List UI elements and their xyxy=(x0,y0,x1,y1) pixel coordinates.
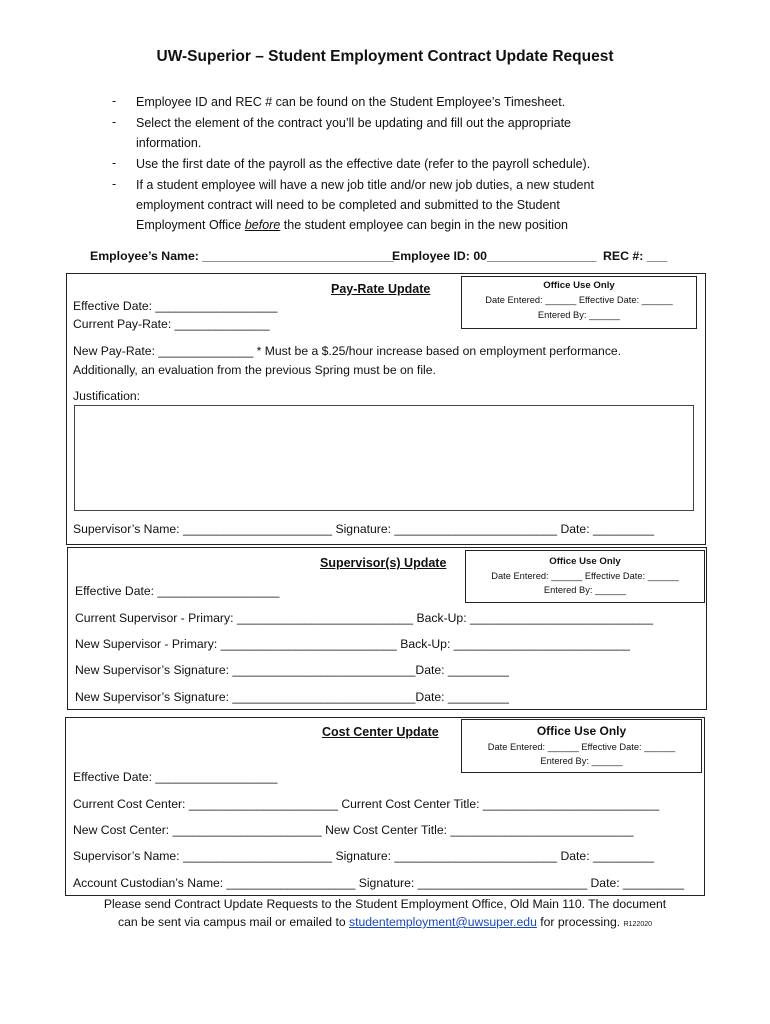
employee-name-field[interactable]: Employee’s Name: ____________________________ xyxy=(90,249,394,263)
office-use-box xyxy=(465,550,705,603)
new-supervisor-signature-field[interactable]: New Supervisor’s Signature: ___________________________Date: _________ xyxy=(75,690,509,704)
instruction-new-job-cont: employment contract will need to be completed and submitted to the Student xyxy=(136,198,560,212)
new-supervisor-signature-field[interactable]: New Supervisor’s Signature: ___________________________Date: _________ xyxy=(75,663,509,677)
footer-instructions: Please send Contract Update Requests to the Student Employment Office, Old Main 110. The document xyxy=(103,897,667,911)
evaluation-note: Additionally, an evaluation from the previous Spring must be on file. xyxy=(73,363,436,377)
office-use-dates: Date Entered: ______ Effective Date: ______ xyxy=(487,742,676,752)
new-cost-center-field[interactable]: New Cost Center: ______________________ New Cost Center Title: ___________________________ xyxy=(73,823,634,837)
supervisor-effective-date-field[interactable]: Effective Date: __________________ xyxy=(75,584,280,598)
office-use-entered-by: Entered By: ______ xyxy=(543,585,627,595)
bullet-dash: - xyxy=(112,94,117,108)
instruction-new-job: If a student employee will have a new job title and/or new job duties, a new student xyxy=(136,178,594,192)
justification-textarea[interactable] xyxy=(74,405,694,511)
office-use-dates: Date Entered: ______ Effective Date: ______ xyxy=(491,571,679,581)
office-use-box xyxy=(461,276,697,329)
email-link[interactable]: studentemployment@uwsuper.edu xyxy=(349,915,537,929)
pay-rate-supervisor-signature-line[interactable]: Supervisor’s Name: ______________________ Signature: ________________________ Date: _________ xyxy=(73,522,654,536)
new-supervisor-field[interactable]: New Supervisor - Primary: __________________________ Back-Up: __________________________ xyxy=(75,637,630,651)
emphasis-before: before xyxy=(244,218,281,232)
employee-id-field[interactable]: Employee ID: 00________________ xyxy=(392,249,597,263)
office-use-title: Office Use Only xyxy=(536,724,627,738)
current-cost-center-field[interactable]: Current Cost Center: ______________________ Current Cost Center Title: __________________________ xyxy=(73,797,660,811)
supervisor-update-title: Supervisor(s) Update xyxy=(320,556,447,570)
current-supervisor-field[interactable]: Current Supervisor - Primary: __________________________ Back-Up: ___________________________ xyxy=(75,611,653,625)
justification-label: Justification: xyxy=(73,389,141,403)
instruction-new-job-cont2: Employment Office before the student employee can begin in the new position xyxy=(136,218,568,232)
pay-rate-effective-date-field[interactable]: Effective Date: __________________ xyxy=(73,299,278,313)
page-title: UW-Superior – Student Employment Contract Update Request xyxy=(156,48,614,65)
current-pay-rate-field[interactable]: Current Pay-Rate: ______________ xyxy=(73,317,270,331)
bullet-dash: - xyxy=(112,177,117,191)
form-revision-code: R122020 xyxy=(623,921,652,928)
office-use-dates: Date Entered: ______ Effective Date: ______ xyxy=(485,295,673,305)
account-custodian-field[interactable]: Account Custodian’s Name: ___________________ Signature: _________________________ Date: _________ xyxy=(73,876,685,890)
office-use-entered-by: Entered By: ______ xyxy=(537,310,621,320)
cost-center-supervisor-field[interactable]: Supervisor’s Name: ______________________ Signature: ________________________ Date: _________ xyxy=(73,849,654,863)
new-pay-rate-field[interactable]: New Pay-Rate: ______________ * Must be a $.25/hour increase based on employment performance. xyxy=(73,344,622,358)
office-use-title: Office Use Only xyxy=(549,556,621,567)
cost-center-effective-date-field[interactable]: Effective Date: __________________ xyxy=(73,770,278,784)
pay-rate-title: Pay-Rate Update xyxy=(331,282,431,296)
cost-center-title: Cost Center Update xyxy=(322,725,439,739)
instruction-select-element: Select the element of the contract you’ll be updating and fill out the appropriate xyxy=(136,116,572,130)
office-use-box xyxy=(461,719,702,773)
instruction-effective-date: Use the first date of the payroll as the effective date (refer to the payroll schedule). xyxy=(136,157,591,171)
footer-instructions-cont: can be sent via campus mail or emailed to studentemployment@uwsuper.edu for processing. R122020 xyxy=(118,915,652,929)
office-use-entered-by: Entered By: ______ xyxy=(540,756,623,766)
office-use-title: Office Use Only xyxy=(543,280,615,291)
bullet-dash: - xyxy=(112,115,117,129)
bullet-dash: - xyxy=(112,156,117,170)
rec-number-field[interactable]: REC #: ___ xyxy=(603,249,668,263)
instruction-employee-id: Employee ID and REC # can be found on the Student Employee’s Timesheet. xyxy=(136,95,566,109)
instruction-select-element-cont: information. xyxy=(136,136,202,150)
